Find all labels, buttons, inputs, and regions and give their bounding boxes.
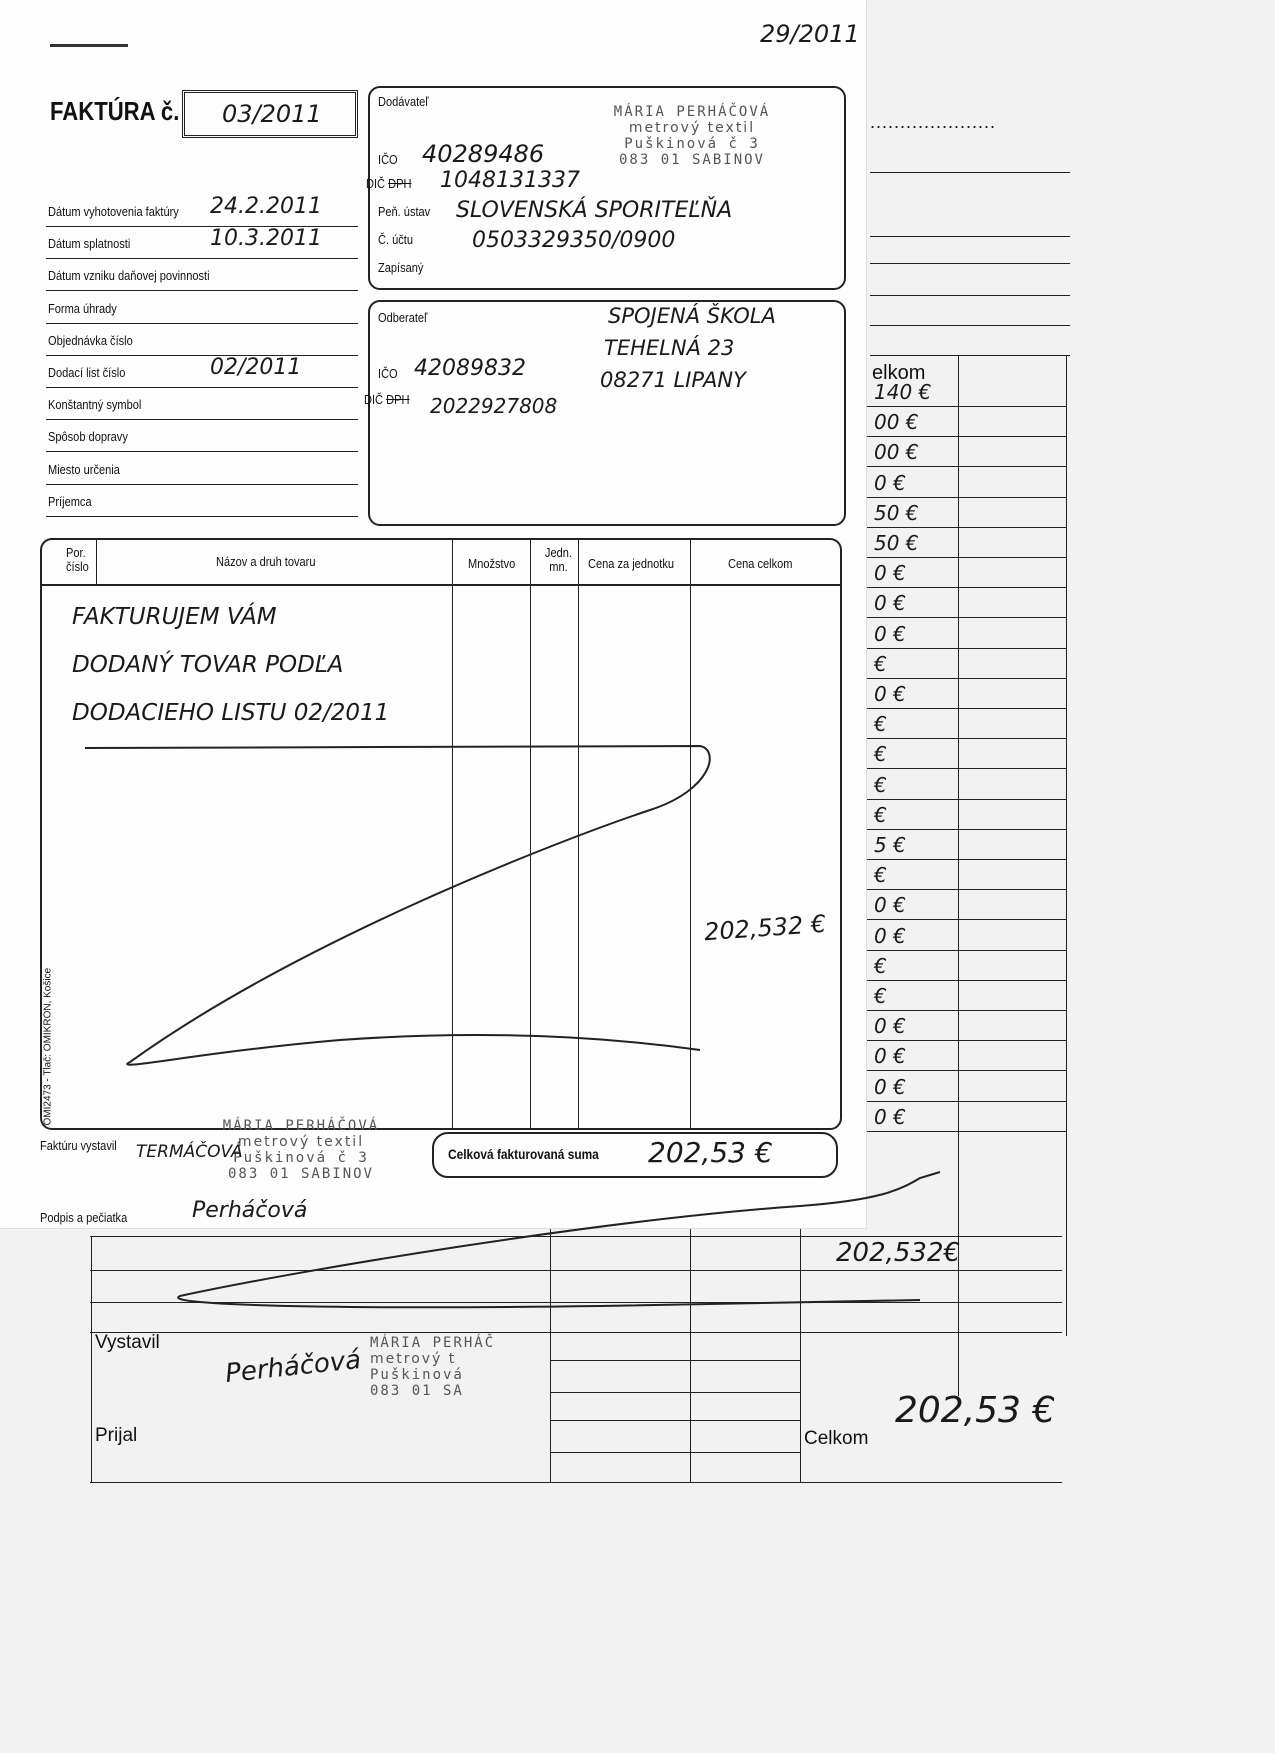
under-value: 0 €	[874, 1044, 906, 1068]
field-label: Dodací list číslo	[48, 365, 126, 380]
under-value: 0 €	[874, 471, 906, 495]
supplier-dic: 1048131337	[440, 168, 580, 193]
field-label: Dátum splatnosti	[48, 236, 131, 251]
under-total-row-value: 202,532€	[836, 1238, 961, 1268]
under-value: 0 €	[874, 622, 906, 646]
handwritten-doc-number: 29/2011	[760, 20, 860, 48]
col-header-unit: Jedn. mn.	[544, 545, 572, 574]
supplier-ico: 40289486	[422, 140, 545, 168]
under-value: 0 €	[874, 682, 906, 706]
item-text-line: DODACIEHO LISTU 02/2011	[72, 700, 390, 726]
under-column-header: elkom	[872, 362, 926, 384]
customer-ico-label: IČO	[378, 366, 398, 381]
field-label: Objednávka číslo	[48, 333, 133, 348]
side-print-code: OMI2473 - Tlač: OMIKRON, Košice	[42, 967, 54, 1126]
under-value: €	[874, 984, 887, 1008]
under-value: 0 €	[874, 893, 906, 917]
item-amount: 202,532 €	[703, 909, 827, 947]
field-value: 24.2.2011	[210, 194, 322, 219]
customer-dic: 2022927808	[430, 394, 558, 418]
supplier-stamp: MÁRIA PERHÁČOVÁ metrový textil Puškinová č 3 083 01 SABINOV	[613, 104, 771, 168]
field-label: Dátum vzniku daňovej povinnosti	[48, 268, 210, 283]
item-text-line: DODANÝ TOVAR PODĽA	[72, 652, 344, 678]
signature: Perháčová	[192, 1198, 308, 1223]
under-value: 0 €	[874, 1105, 906, 1129]
under-value: €	[874, 742, 887, 766]
under-value: €	[874, 652, 887, 676]
sum-label: Celková fakturovaná suma	[448, 1146, 599, 1162]
under-stamp: MÁRIA PERHÁČ metrový t Puškinová 083 01 SA	[370, 1335, 496, 1399]
field-label: Miesto určenia	[48, 462, 120, 477]
customer-name-line: SPOJENÁ ŠKOLA	[608, 304, 776, 328]
field-value: 02/2011	[210, 355, 302, 380]
supplier-dic-strike: DPH	[388, 176, 412, 191]
field-label: Konštantný symbol	[48, 397, 142, 412]
under-value: 0 €	[874, 1075, 906, 1099]
supplier-bank-label: Peň. ústav	[378, 204, 431, 219]
under-value: 0 €	[874, 591, 906, 615]
field-value: 10.3.2011	[210, 226, 322, 251]
under-value: 0 €	[874, 561, 906, 585]
under-value: €	[874, 954, 887, 978]
field-label: Spôsob dopravy	[48, 429, 128, 444]
col-header-por: Por. číslo	[66, 545, 89, 574]
under-value: €	[874, 803, 887, 827]
field-label: Príjemca	[48, 494, 92, 509]
vystavil-label: Vystavil	[95, 1332, 160, 1353]
prijal-label: Prijal	[95, 1425, 138, 1446]
supplier-registered-label: Zapísaný	[378, 260, 424, 275]
signature-label: Podpis a pečiatka	[40, 1210, 128, 1225]
customer-ico: 42089832	[414, 356, 526, 381]
issued-by-stamp: MÁRIA PERHÁČOVÁ metrový textil Puškinová č 3 083 01 SABINOV	[222, 1118, 380, 1182]
top-dots: .....................	[870, 112, 997, 132]
item-text-line: FAKTURUJEM VÁM	[72, 604, 277, 630]
customer-heading: Odberateľ	[378, 310, 428, 325]
customer-name-line: 08271 LIPANY	[600, 368, 746, 392]
supplier-dic-label: DIČ DPH	[366, 176, 412, 191]
col-header-name: Názov a druh tovaru	[216, 554, 316, 569]
supplier-ico-label: IČO	[378, 152, 398, 167]
under-value: €	[874, 712, 887, 736]
vystavil-signature: Perháčová	[223, 1344, 363, 1390]
under-value: €	[874, 773, 887, 797]
issued-by-name: TERMÁČOVÁ	[136, 1142, 243, 1162]
under-value: 50 €	[874, 501, 919, 525]
invoice-title: FAKTÚRA č.	[50, 96, 180, 126]
celkom-label: Celkom	[804, 1428, 869, 1449]
supplier-account-label: Č. účtu	[378, 232, 414, 247]
supplier-account: 0503329350/0900	[472, 228, 676, 253]
invoice-number: 03/2011	[222, 100, 322, 128]
under-value: 0 €	[874, 1014, 906, 1038]
under-value: 140 €	[874, 380, 932, 404]
under-value: 50 €	[874, 531, 919, 555]
field-label: Dátum vyhotovenia faktúry	[48, 204, 179, 219]
col-header-price: Cena za jednotku	[588, 556, 675, 571]
issued-by-label: Faktúru vystavil	[40, 1138, 117, 1153]
celkom-value: 202,53 €	[895, 1390, 1056, 1431]
under-value: €	[874, 863, 887, 887]
field-label: Forma úhrady	[48, 301, 117, 316]
under-value: 00 €	[874, 440, 919, 464]
customer-dic-label: DIČ DPH	[364, 392, 410, 407]
under-value: 0 €	[874, 924, 906, 948]
col-header-qty: Množstvo	[468, 556, 516, 571]
customer-name-line: TEHELNÁ 23	[604, 336, 735, 360]
customer-dic-strike: DPH	[386, 392, 410, 407]
supplier-bank: SLOVENSKÁ SPORITEĽŇA	[456, 198, 733, 223]
col-header-total: Cena celkom	[728, 556, 793, 571]
under-value: 5 €	[874, 833, 906, 857]
under-value: 00 €	[874, 410, 919, 434]
sum-value: 202,53 €	[648, 1136, 773, 1169]
supplier-heading: Dodávateľ	[378, 94, 429, 109]
